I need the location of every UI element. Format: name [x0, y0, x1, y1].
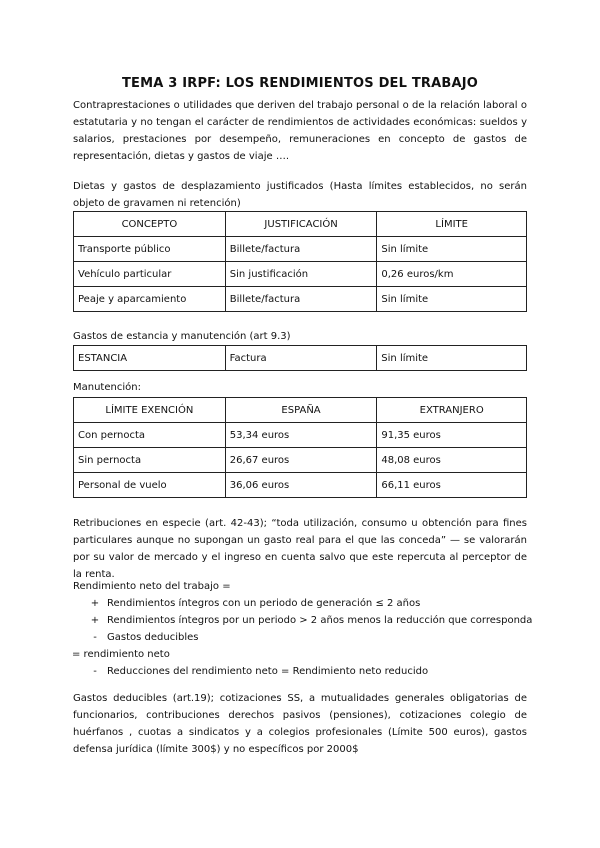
list-marker: - — [93, 632, 97, 643]
list-item — [73, 629, 533, 646]
dietas-heading: Dietas y gastos de desplazamiento justificados (Hasta límites establecidos, no serán objeto de gravamen ni retención) — [73, 181, 527, 209]
table-cell: Billete/factura — [225, 237, 377, 262]
table-row — [74, 287, 527, 312]
table-cell: 53,34 euros — [225, 423, 377, 448]
list-item — [73, 663, 533, 680]
rendimiento-section — [73, 578, 533, 680]
table-row — [74, 473, 527, 498]
retribuciones-paragraph: Retribuciones en especie (art. 42-43); “toda utilización, consumo u obtención para fines particulares aunque no supongan un gasto real para el que las conceda” — se valorarán por su valor de mercado y el ingreso en cuenta salvo que este repercuta al perceptor de la renta. — [73, 518, 527, 580]
list-item — [73, 612, 533, 629]
table-header-row — [74, 398, 527, 423]
table-row — [74, 262, 527, 287]
table-cell: Personal de vuelo — [74, 473, 226, 498]
table-cell: Sin pernocta — [74, 448, 226, 473]
table-row — [74, 346, 527, 371]
table-cell: 36,06 euros — [225, 473, 377, 498]
list-marker: + — [90, 615, 100, 626]
estancia-heading: Gastos de estancia y manutención (art 9.3) — [73, 331, 291, 342]
table-cell: 0,26 euros/km — [377, 262, 527, 287]
table-cell: Sin límite — [377, 346, 527, 371]
column-header: LÍMITE EXENCIÓN — [74, 398, 226, 423]
table-cell: Factura — [225, 346, 377, 371]
table-cell: 66,11 euros — [377, 473, 527, 498]
table-cell: Transporte público — [74, 237, 226, 262]
column-header: JUSTIFICACIÓN — [225, 212, 377, 237]
column-header: ESPAÑA — [225, 398, 377, 423]
table-cell: Peaje y aparcamiento — [74, 287, 226, 312]
manutencion-heading: Manutención: — [73, 382, 141, 393]
list-item-text: Gastos deducibles — [107, 632, 199, 643]
list-marker: + — [90, 598, 100, 609]
table-cell: Con pernocta — [74, 423, 226, 448]
rendimiento-equals: = rendimiento neto — [72, 649, 170, 660]
table-row — [74, 423, 527, 448]
estancia-table — [73, 345, 527, 371]
list-marker: - — [93, 666, 97, 677]
column-header: EXTRANJERO — [377, 398, 527, 423]
column-header: CONCEPTO — [74, 212, 226, 237]
gastos-paragraph: Gastos deducibles (art.19); cotizaciones SS, a mutualidades generales obligatorias de funcionarios, contribuciones derechos pasivos (pensiones), cotizaciones colegio de huérfanos , cuotas a sindicatos y a colegios profesionales (Límite 500 euros), gastos defensa jurídica (límite 300$) y no específicos por 2000$ — [73, 693, 527, 755]
table-cell: 26,67 euros — [225, 448, 377, 473]
page-title: TEMA 3 IRPF: LOS RENDIMIENTOS DEL TRABAJO — [121, 76, 479, 91]
table-cell: Billete/factura — [225, 287, 377, 312]
table-header-row — [74, 212, 527, 237]
table-row — [74, 237, 527, 262]
table-cell: 91,35 euros — [377, 423, 527, 448]
list-item-text: Rendimientos íntegros por un periodo > 2 años menos la reducción que corresponda — [107, 615, 533, 626]
manutencion-table — [73, 397, 527, 498]
rendimiento-heading: Rendimiento neto del trabajo = — [73, 581, 231, 592]
list-item-text: Rendimientos íntegros con un periodo de generación ≤ 2 años — [107, 598, 421, 609]
table-cell: Sin justificación — [225, 262, 377, 287]
table-row — [74, 448, 527, 473]
column-header: LÍMITE — [377, 212, 527, 237]
table-cell: Sin límite — [377, 237, 527, 262]
table-cell: Sin límite — [377, 287, 527, 312]
table-cell: 48,08 euros — [377, 448, 527, 473]
list-item — [73, 595, 533, 612]
dietas-table — [73, 211, 527, 312]
table-cell: ESTANCIA — [74, 346, 226, 371]
list-item-text: Reducciones del rendimiento neto = Rendimiento neto reducido — [107, 666, 429, 677]
intro-paragraph: Contraprestaciones o utilidades que deriven del trabajo personal o de la relación laboral o estatutaria y no tengan el carácter de rendimientos de actividades económicas: sueldos y salarios, prestaciones por desempeño, remuneraciones en concepto de gastos de representación, dietas y gastos de viaje …. — [73, 100, 527, 162]
table-cell: Vehículo particular — [74, 262, 226, 287]
